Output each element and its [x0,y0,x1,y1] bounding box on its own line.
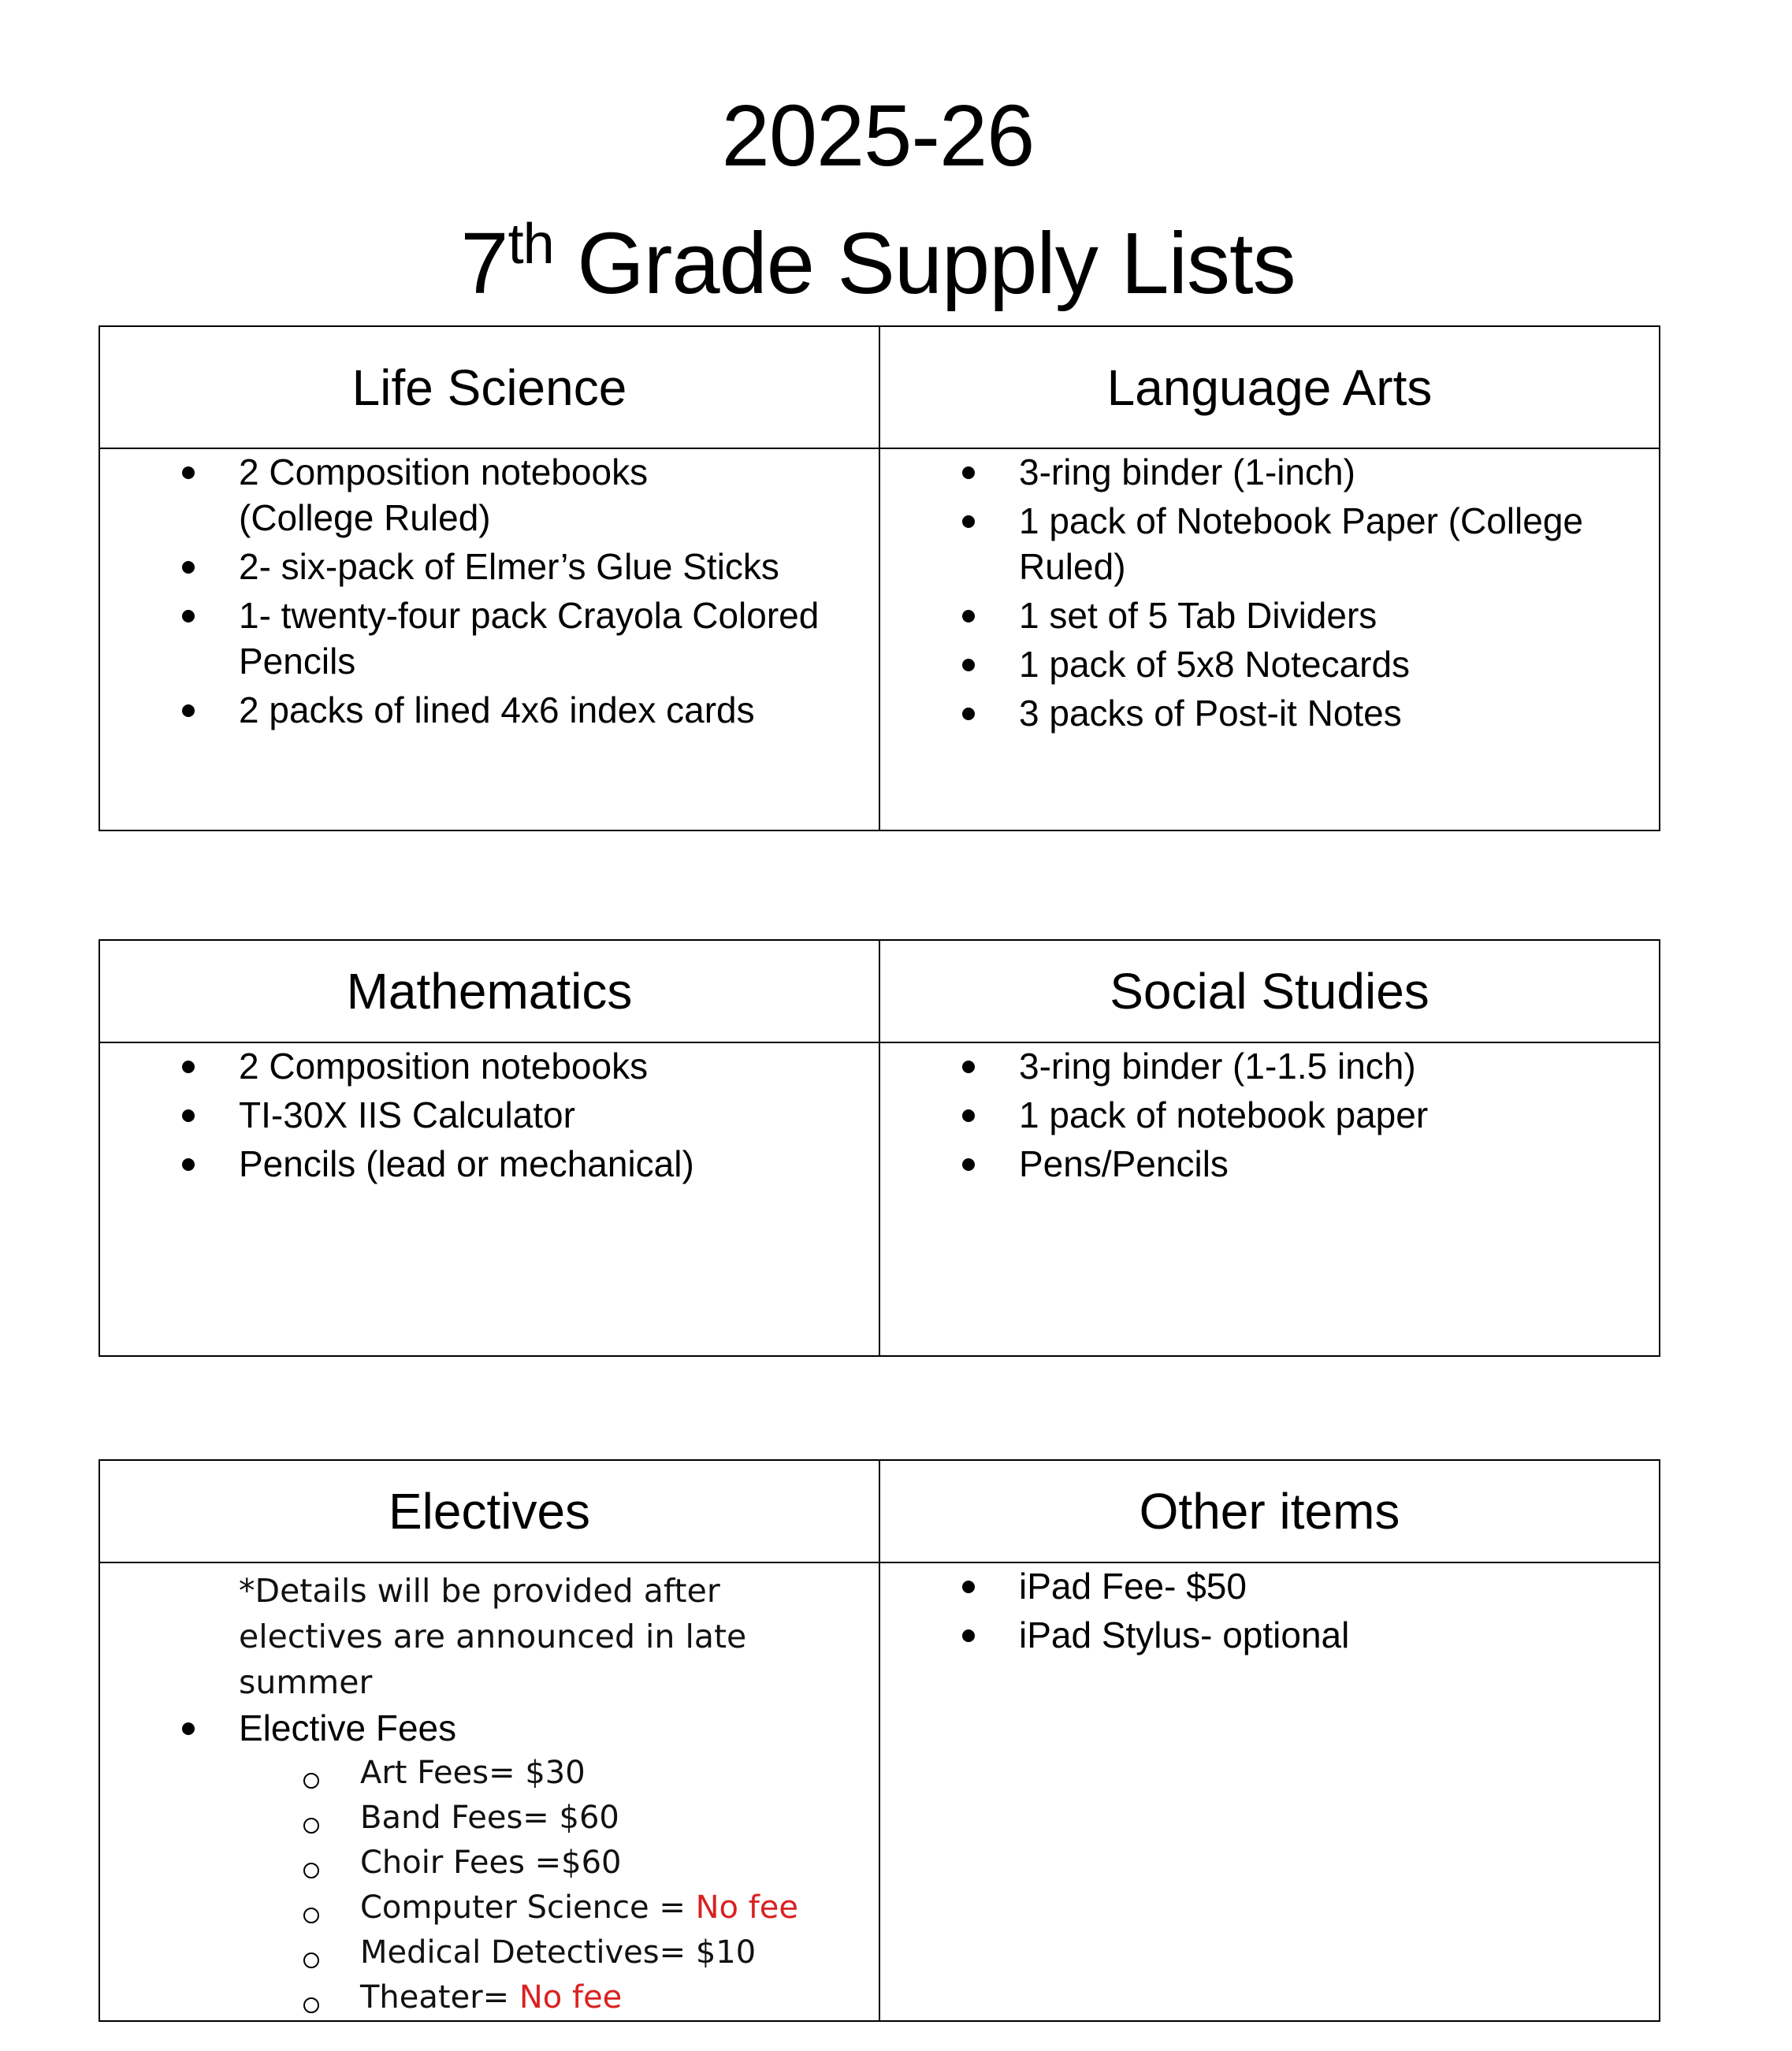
fee-item [100,1751,879,1796]
supply-table-2 [99,939,1660,1357]
fee-label: Choir Fees = [360,1845,562,1881]
elective-fees-heading: Elective Fees [100,1705,879,1751]
mathematics-cell [99,1042,879,1356]
list-item: iPad Stylus- optional [880,1612,1659,1658]
list-item: 1- twenty-four pack Crayola Colored Pencils [100,593,847,684]
other-items-list [880,1563,1659,1658]
other-items-cell [879,1562,1660,2021]
page-year: 2025-26 [721,87,1035,184]
language-arts-list [880,449,1659,736]
list-item: 1 set of 5 Tab Dividers [880,593,1627,638]
list-item: 2 packs of lined 4x6 index cards [100,687,847,733]
language-arts-heading: Language Arts [879,326,1660,448]
title-text: Grade Supply Lists [577,215,1296,312]
fee-value: $10 [695,1934,757,1971]
social-studies-list [880,1043,1659,1187]
grade-suffix: th [507,213,554,276]
list-item: 2 Composition notebooks (College Ruled) [100,449,847,541]
fee-value: $30 [525,1755,586,1791]
fee-label: Art Fees= [360,1755,526,1791]
mathematics-heading: Mathematics [99,940,879,1042]
fee-value: $60 [559,1800,619,1836]
list-item: 1 pack of Notebook Paper (College Ruled) [880,498,1627,589]
fee-item [100,1930,879,1975]
elective-fees-list [100,1751,879,2020]
fee-value-no-fee: No fee [519,1979,623,2016]
fee-label: Computer Science = [360,1889,696,1926]
supply-table-3 [99,1459,1660,2022]
list-item: TI-30X IIS Calculator [100,1092,879,1138]
list-item: 3-ring binder (1-1.5 inch) [880,1043,1659,1089]
electives-note: *Details will be provided after electives are announced in late summer [239,1572,747,1701]
social-studies-heading: Social Studies [879,940,1660,1042]
life-science-heading: Life Science [99,326,879,448]
list-item: 3 packs of Post-it Notes [880,690,1627,736]
supply-table-1 [99,325,1660,831]
fee-item [100,1886,879,1930]
fee-label: Medical Detectives= [360,1934,696,1971]
list-item: 2 Composition notebooks [100,1043,879,1089]
page-title [0,213,1756,312]
fee-item [100,1796,879,1841]
list-item: 3-ring binder (1-inch) [880,449,1627,495]
fee-label: Band Fees= [360,1800,560,1836]
fee-label: Theater= [360,1979,519,2016]
list-item: 1 pack of 5x8 Notecards [880,641,1627,687]
life-science-cell [99,448,879,830]
list-item: 2- six-pack of Elmer’s Glue Sticks [100,544,847,589]
social-studies-cell [879,1042,1660,1356]
electives-cell [99,1562,879,2021]
other-items-heading: Other items [879,1460,1660,1562]
list-item: 1 pack of notebook paper [880,1092,1659,1138]
fee-value: $60 [561,1845,622,1881]
electives-heading: Electives [99,1460,879,1562]
language-arts-cell [879,448,1660,830]
fee-value-no-fee: No fee [695,1889,798,1926]
fee-item [100,1841,879,1886]
life-science-list [100,449,879,733]
list-item: iPad Fee- $50 [880,1563,1659,1609]
electives-list [100,1705,879,1751]
mathematics-list [100,1043,879,1187]
list-item: Pencils (lead or mechanical) [100,1141,879,1187]
list-item: Pens/Pencils [880,1141,1659,1187]
fee-item [100,1975,879,2020]
grade-number: 7 [460,215,508,312]
